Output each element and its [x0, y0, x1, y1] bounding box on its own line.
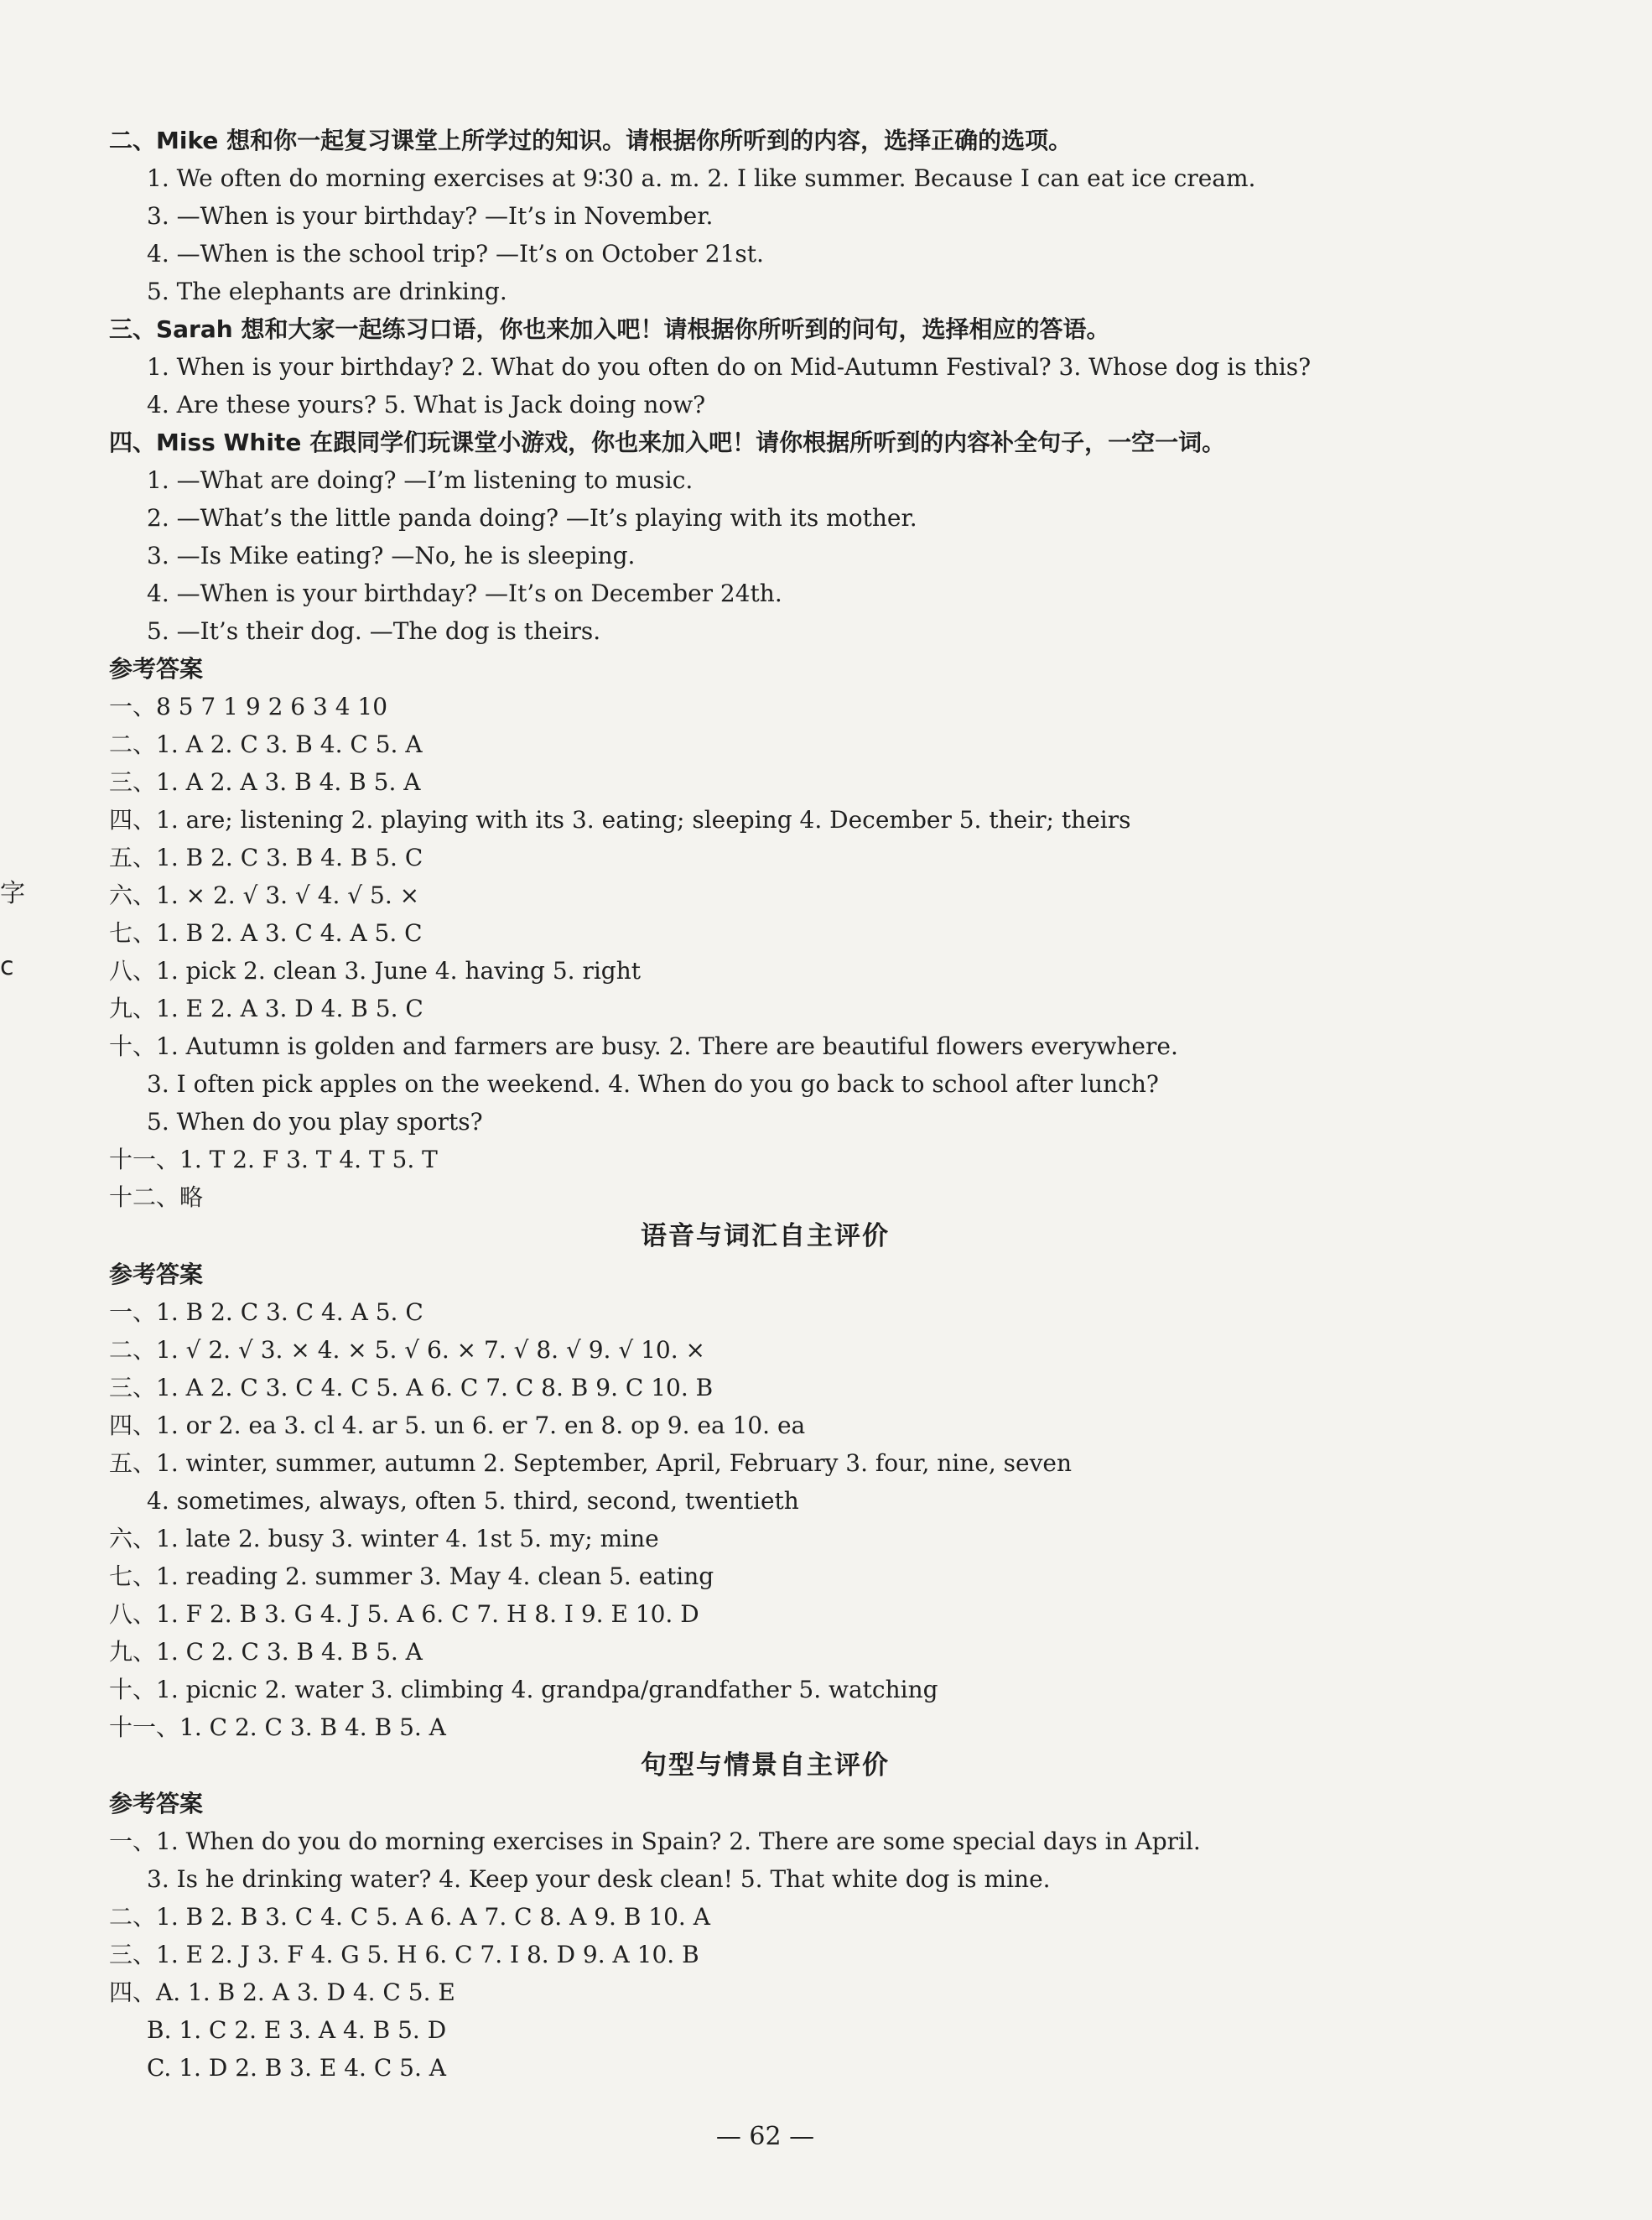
answers1-line-11: 3. I often pick apples on the weekend. 4. When do you go back to school after lunch? — [147, 1070, 1159, 1098]
section2-line-4: 四、1. or 2. ea 3. cl 4. ar 5. un 6. er 7. en 8. op 9. ea 10. ea — [109, 1412, 806, 1439]
section3-line-7: C. 1. D 2. B 3. E 4. C 5. A — [147, 2054, 447, 2082]
section3-line-4: 三、1. E 2. J 3. F 4. G 5. H 6. C 7. I 8. D 9. A 10. B — [109, 1941, 699, 1968]
section2-line-3: 三、1. A 2. C 3. C 4. C 5. A 6. C 7. C 8. B 9. C 10. B — [109, 1374, 714, 1401]
answers1-line-7: 七、1. B 2. A 3. C 4. A 5. C — [109, 919, 423, 947]
section3-line-3: 二、1. B 2. B 3. C 4. C 5. A 6. A 7. C 8. A 9. B 10. A — [109, 1903, 710, 1931]
section2-line-6: 4. sometimes, always, often 5. third, second, twentieth — [147, 1487, 799, 1515]
section2-line-9: 八、1. F 2. B 3. G 4. J 5. A 6. C 7. H 8. I 9. E 10. D — [109, 1600, 699, 1628]
section2-line-11: 十、1. picnic 2. water 3. climbing 4. grandpa/grandfather 5. watching — [109, 1676, 938, 1703]
part2-line-3: 4. —When is the school trip? —It’s on October 21st. — [147, 240, 764, 268]
part4-line-3: 3. —Is Mike eating? —No, he is sleeping. — [147, 542, 636, 569]
answers1-line-12: 5. When do you play sports? — [147, 1108, 483, 1136]
answers1-line-14: 十二、略 — [109, 1183, 204, 1211]
part4-line-2: 2. —What’s the little panda doing? —It’s playing with its mother. — [147, 504, 917, 532]
answers1-line-2: 二、1. A 2. C 3. B 4. C 5. A — [109, 730, 423, 758]
part4-line-5: 5. —It’s their dog. —The dog is theirs. — [147, 617, 601, 645]
part4-line-4: 4. —When is your birthday? —It’s on December 24th. — [147, 580, 782, 607]
section2-line-7: 六、1. late 2. busy 3. winter 4. 1st 5. my; mine — [109, 1525, 659, 1552]
part2-line-2: 3. —When is your birthday? —It’s in November. — [147, 202, 714, 230]
part4-heading: 四、Miss White 在跟同学们玩课堂小游戏，你也来加入吧！请你根据所听到的内容补全句子，一空一词。 — [109, 429, 1226, 456]
answers1-line-4: 四、1. are; listening 2. playing with its 3. eating; sleeping 4. December 5. their; theirs — [109, 806, 1131, 834]
answers1-line-10: 十、1. Autumn is golden and farmers are busy. 2. There are beautiful flowers everywhere. — [109, 1032, 1178, 1060]
answers1-line-9: 九、1. E 2. A 3. D 4. B 5. C — [109, 995, 423, 1022]
part2-line-4: 5. The elephants are drinking. — [147, 278, 507, 305]
section2-line-10: 九、1. C 2. C 3. B 4. B 5. A — [109, 1638, 423, 1666]
answers1-line-13: 十一、1. T 2. F 3. T 4. T 5. T — [109, 1146, 438, 1173]
margin-char-1: 字 — [0, 879, 25, 908]
section2-line-1: 一、1. B 2. C 3. C 4. A 5. C — [109, 1298, 423, 1326]
section3-line-2: 3. Is he drinking water? 4. Keep your desk clean! 5. That white dog is mine. — [147, 1865, 1051, 1893]
part3-line-2: 4. Are these yours? 5. What is Jack doing now? — [147, 391, 706, 419]
section2-title: 语音与词汇自主评价 — [641, 1221, 890, 1251]
section3-title: 句型与情景自主评价 — [641, 1750, 890, 1781]
section2-line-8: 七、1. reading 2. summer 3. May 4. clean 5. eating — [109, 1562, 714, 1590]
answers1-line-6: 六、1. × 2. √ 3. √ 4. √ 5. × — [109, 881, 420, 909]
answers1-line-8: 八、1. pick 2. clean 3. June 4. having 5. right — [109, 957, 642, 985]
part2-line-1: 1. We often do morning exercises at 9∶30 a. m. 2. I like summer. Because I can eat ice cream. — [147, 164, 1256, 192]
section2-line-2: 二、1. √ 2. √ 3. × 4. × 5. √ 6. × 7. √ 8. √ 9. √ 10. × — [109, 1336, 705, 1364]
page-number: — 62 — — [715, 2122, 815, 2151]
part3-heading: 三、Sarah 想和大家一起练习口语，你也来加入吧！请根据你所听到的问句，选择相应的答语。 — [109, 315, 1110, 343]
section3-line-5: 四、A. 1. B 2. A 3. D 4. C 5. E — [109, 1978, 455, 2006]
section2-heading: 参考答案 — [109, 1261, 204, 1288]
section2-line-5: 五、1. winter, summer, autumn 2. September, April, February 3. four, nine, seven — [109, 1449, 1073, 1477]
answers1-heading: 参考答案 — [109, 655, 204, 683]
section3-line-1: 一、1. When do you do morning exercises in Spain? 2. There are some special days in April. — [109, 1827, 1201, 1855]
answers1-line-3: 三、1. A 2. A 3. B 4. B 5. A — [109, 768, 421, 796]
part3-line-1: 1. When is your birthday? 2. What do you often do on Mid-Autumn Festival? 3. Whose dog is this? — [147, 353, 1312, 381]
margin-char-2: c — [0, 952, 14, 981]
part4-line-1: 1. —What are doing? —I’m listening to music. — [147, 466, 694, 494]
answers1-line-1: 一、8 5 7 1 9 2 6 3 4 10 — [109, 693, 388, 720]
part2-heading: 二、Mike 想和你一起复习课堂上所学过的知识。请根据你所听到的内容，选择正确的选项。 — [109, 127, 1073, 154]
answers1-line-5: 五、1. B 2. C 3. B 4. B 5. C — [109, 844, 423, 871]
section3-line-6: B. 1. C 2. E 3. A 4. B 5. D — [147, 2016, 447, 2044]
section2-line-12: 十一、1. C 2. C 3. B 4. B 5. A — [109, 1713, 446, 1741]
section3-heading: 参考答案 — [109, 1790, 204, 1817]
